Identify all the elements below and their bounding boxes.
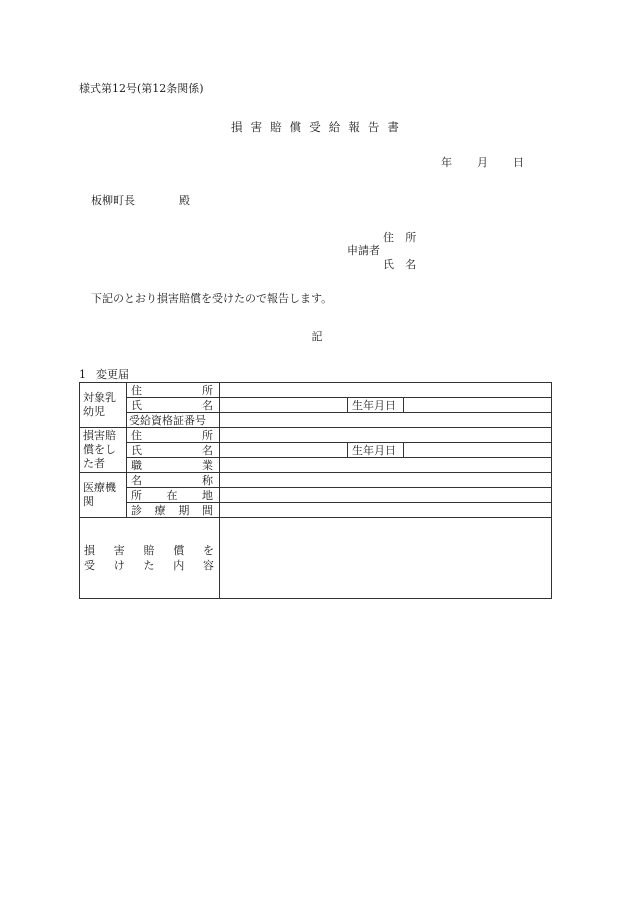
statement-text: 下記のとおり損害賠償を受けたので報告します。 (91, 292, 333, 305)
damages-label (80, 518, 220, 599)
applicant-name-label: 氏 名 (383, 258, 421, 271)
table-row (80, 473, 552, 488)
date-line (441, 157, 524, 168)
clinic-group-text: 医療機関 (83, 481, 116, 508)
infant-address-label: 住 所 (127, 383, 220, 398)
payer-name-value[interactable] (220, 443, 348, 458)
infant-cert-value[interactable] (220, 413, 552, 428)
ki-heading: 記 (311, 330, 323, 343)
infant-birth-label: 生年月日 (348, 398, 404, 413)
payer-birth-value[interactable] (404, 443, 552, 458)
addressee (91, 195, 190, 206)
day-label: 日 (513, 156, 524, 169)
infant-birth-value[interactable] (404, 398, 552, 413)
infant-name-value[interactable] (220, 398, 348, 413)
clinic-period-label: 診 療 期 間 (127, 503, 220, 518)
damages-label-line-1: 損 害 賠 償 を (84, 544, 214, 557)
table-row (80, 443, 552, 458)
table-row (80, 503, 552, 518)
payer-group-label (80, 428, 127, 473)
damages-label-line-2: 受 け た 内 容 (84, 559, 214, 572)
infant-group-text: 対象乳幼児 (83, 391, 116, 418)
table-row (80, 458, 552, 473)
table-row (80, 413, 552, 428)
payer-birth-label: 生年月日 (348, 443, 404, 458)
section-title: 変更届 (96, 368, 129, 381)
table-row (80, 428, 552, 443)
infant-address-value[interactable] (220, 383, 552, 398)
payer-address-label: 住 所 (127, 428, 220, 443)
payer-name-label: 氏 名 (127, 443, 220, 458)
addressee-honorific: 殿 (179, 194, 190, 207)
payer-group-text: 損害賠償をした者 (83, 429, 116, 470)
infant-cert-label: 受給資格証番号 (127, 413, 220, 428)
form-number: 様式第12号(第12条関係) (79, 82, 204, 95)
infant-group-label (80, 383, 127, 428)
document-title: 損害賠償受給報告書 (231, 120, 407, 134)
table-row (80, 488, 552, 503)
section-number: 1 (79, 368, 86, 381)
clinic-location-label: 所 在 地 (127, 488, 220, 503)
table-row (80, 518, 552, 599)
month-label: 月 (477, 156, 488, 169)
clinic-name-value[interactable] (220, 473, 552, 488)
table-row (80, 398, 552, 413)
applicant-label: 申請者 (347, 244, 380, 257)
payer-occupation-value[interactable] (220, 458, 552, 473)
section-heading (79, 369, 129, 380)
clinic-period-value[interactable] (220, 503, 552, 518)
year-label: 年 (441, 156, 452, 169)
table-row (80, 383, 552, 398)
addressee-name: 板柳町長 (91, 194, 135, 207)
applicant-address-label: 住 所 (383, 231, 421, 244)
clinic-group-label (80, 473, 127, 518)
payer-occupation-label: 職 業 (127, 458, 220, 473)
clinic-location-value[interactable] (220, 488, 552, 503)
clinic-name-label: 名 称 (127, 473, 220, 488)
report-table (79, 382, 552, 599)
payer-address-value[interactable] (220, 428, 552, 443)
damages-value[interactable] (220, 518, 552, 599)
infant-name-label: 氏 名 (127, 398, 220, 413)
